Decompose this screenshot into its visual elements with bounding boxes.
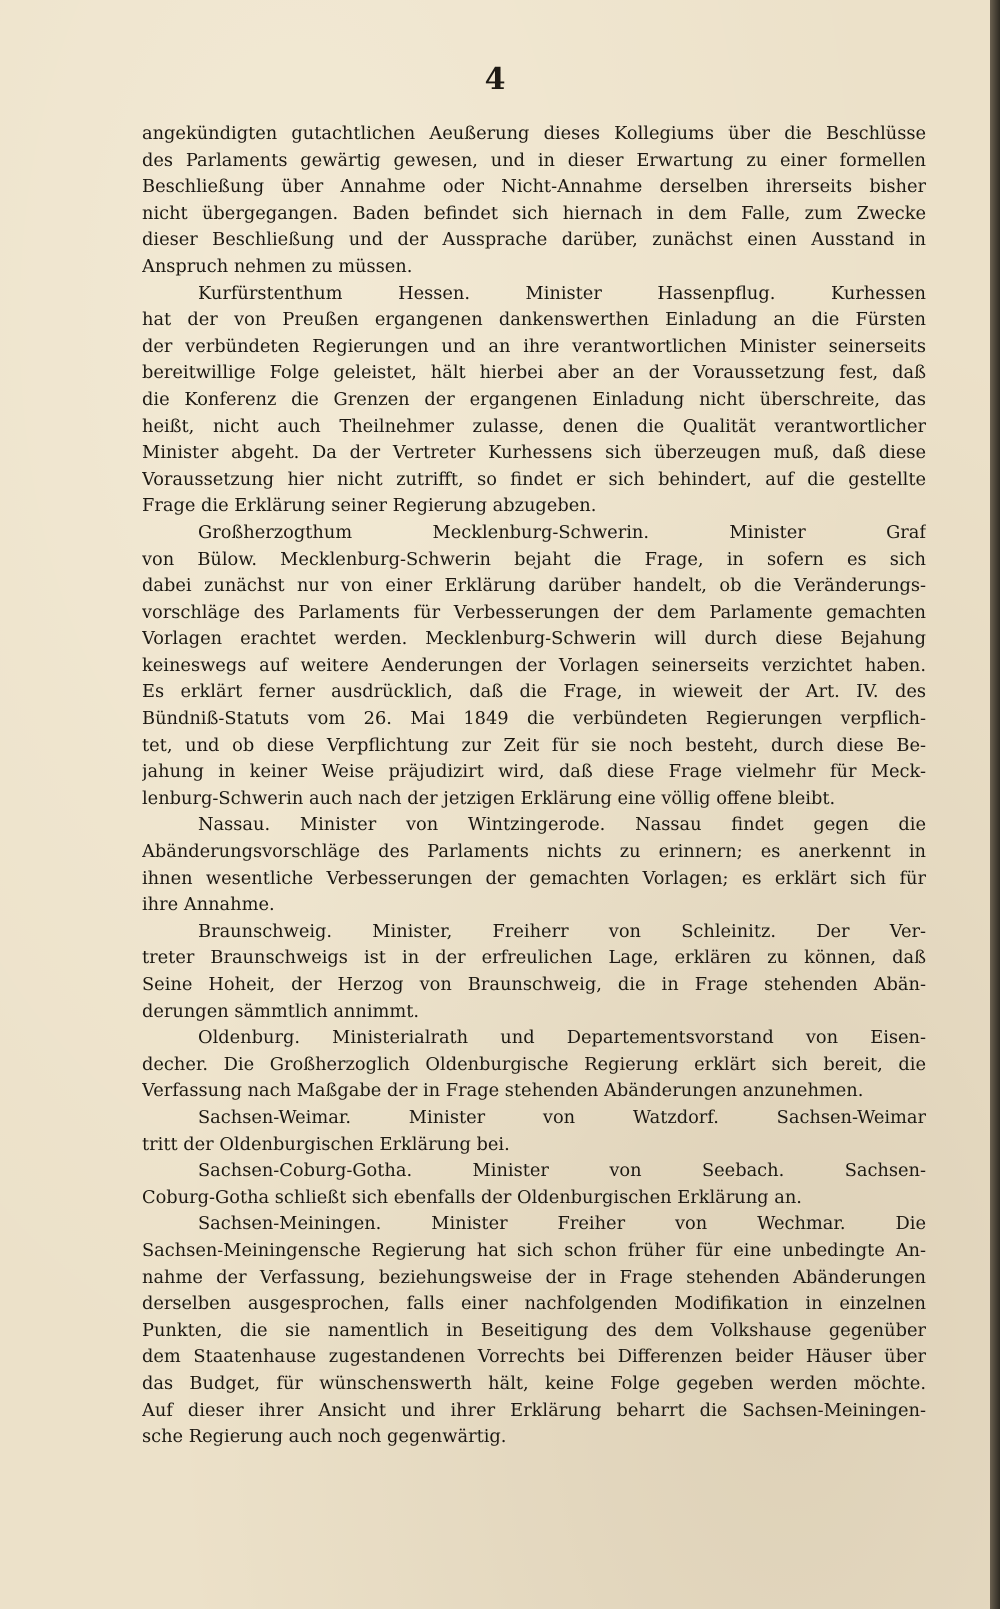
text-line: decher. Die Großherzoglich Oldenburgische Regierung erklärt sich bereit, die	[142, 1053, 926, 1075]
text-line: Kurfürstenthum Hessen. Minister Hassenpflug. Kurhessen	[198, 282, 926, 304]
paragraph-sachsen-weimar	[142, 1105, 926, 1158]
text-line: tritt der Oldenburgischen Erklärung bei.	[142, 1133, 510, 1155]
text-line: Oldenburg. Ministerialrath und Departementsvorstand von Eisen-	[198, 1027, 926, 1049]
paragraph-baden-continuation	[142, 121, 926, 281]
page-edge-shadow	[990, 0, 1000, 1609]
paragraph-braunschweig	[142, 919, 926, 1025]
paragraph-oldenburg	[142, 1025, 926, 1105]
text-line: Sachsen-Coburg-Gotha. Minister von Seebach. Sachsen-	[198, 1160, 926, 1182]
text-line: keineswegs auf weitere Aenderungen der Vorlagen seinerseits verzichtet haben.	[142, 654, 926, 676]
text-line: Voraussetzung hier nicht zutrifft, so findet er sich behindert, auf die gestellte	[142, 468, 926, 490]
text-line: vorschläge des Parlaments für Verbesserungen der dem Parlamente gemachten	[142, 601, 926, 623]
text-line: lenburg-Schwerin auch nach der jetzigen Erklärung eine völlig offene bleibt.	[142, 787, 836, 809]
text-line: Verfassung nach Maßgabe der in Frage stehenden Abänderungen anzunehmen.	[142, 1080, 864, 1102]
text-line: Bündniß-Statuts vom 26. Mai 1849 die verbündeten Regierungen verpflich-	[142, 708, 926, 730]
body-text	[142, 121, 926, 1451]
text-line: angekündigten gutachtlichen Aeußerung dieses Kollegiums über die Beschlüsse	[142, 123, 926, 144]
text-line: Es erklärt ferner ausdrücklich, daß die Frage, in wieweit der Art. IV. des	[142, 681, 926, 703]
paragraph-sachsen-meiningen	[142, 1211, 926, 1450]
text-line: Sachsen-Meiningensche Regierung hat sich schon früher für eine unbedingte An-	[142, 1239, 926, 1261]
text-line: Sachsen-Weimar. Minister von Watzdorf. Sachsen-Weimar	[198, 1106, 926, 1128]
text-line: Vorlagen erachtet werden. Mecklenburg-Schwerin will durch diese Bejahung	[142, 628, 926, 650]
paragraph-mecklenburg-schwerin	[142, 520, 926, 813]
text-line: treter Braunschweigs ist in der erfreulichen Lage, erklären zu können, daß	[142, 947, 926, 969]
text-line: nicht übergegangen. Baden befindet sich hiernach in dem Falle, zum Zwecke	[142, 202, 926, 224]
text-line: Frage die Erklärung seiner Regierung abzugeben.	[142, 495, 597, 517]
text-line: des Parlaments gewärtig gewesen, und in dieser Erwartung zu einer formellen	[142, 149, 926, 171]
text-line: dieser Beschließung und der Aussprache darüber, zunächst einen Ausstand in	[142, 229, 926, 251]
text-line: derungen sämmtlich annimmt.	[142, 1000, 420, 1022]
text-line: ihre Annahme.	[142, 894, 275, 916]
text-line: Nassau. Minister von Wintzingerode. Nassau findet gegen die	[198, 814, 926, 836]
text-line: der verbündeten Regierungen und an ihre verantwortlichen Minister seinerseits	[142, 335, 926, 357]
paragraph-kurhessen	[142, 281, 926, 520]
text-line: Abänderungsvorschläge des Parlaments nichts zu erinnern; es anerkennt in	[142, 841, 926, 863]
text-line: von Bülow. Mecklenburg-Schwerin bejaht die Frage, in sofern es sich	[142, 548, 926, 570]
text-line: jahung in keiner Weise präjudizirt wird, daß diese Frage vielmehr für Meck-	[142, 761, 926, 783]
text-line: heißt, nicht auch Theilnehmer zulasse, denen die Qualität verantwortlicher	[142, 415, 926, 437]
text-line: Sachsen-Meiningen. Minister Freiher von Wechmar. Die	[198, 1213, 926, 1235]
text-line: Braunschweig. Minister, Freiherr von Schleinitz. Der Ver-	[198, 920, 926, 942]
text-line: Auf dieser ihrer Ansicht und ihrer Erklärung beharrt die Sachsen-Meiningen-	[142, 1399, 926, 1421]
text-line: ihnen wesentliche Verbesserungen der gemachten Vorlagen; es erklärt sich für	[142, 867, 926, 889]
text-line: Anspruch nehmen zu müssen.	[142, 255, 413, 277]
text-line: Coburg-Gotha schließt sich ebenfalls der Oldenburgischen Erklärung an.	[142, 1186, 802, 1208]
text-line: das Budget, für wünschenswerth hält, keine Folge gegeben werden möchte.	[142, 1372, 926, 1394]
text-line: bereitwillige Folge geleistet, hält hierbei aber an der Voraussetzung fest, daß	[142, 362, 926, 384]
paragraph-sachsen-coburg-gotha	[142, 1158, 926, 1211]
text-line: hat der von Preußen ergangenen dankenswerthen Einladung an die Fürsten	[142, 309, 926, 331]
paragraph-nassau	[142, 812, 926, 918]
text-line: sche Regierung auch noch gegenwärtig.	[142, 1426, 507, 1448]
text-line: Seine Hoheit, der Herzog von Braunschweig, die in Frage stehenden Abän-	[142, 974, 926, 995]
text-line: derselben ausgesprochen, falls einer nachfolgenden Modifikation in einzelnen	[142, 1293, 926, 1315]
text-line: tet, und ob diese Verpflichtung zur Zeit für sie noch besteht, durch diese Be-	[142, 734, 926, 756]
text-line: nahme der Verfassung, beziehungsweise der in Frage stehenden Abänderungen	[142, 1266, 926, 1288]
text-line: dabei zunächst nur von einer Erklärung darüber handelt, ob die Veränderungs-	[142, 575, 926, 597]
text-line: die Konferenz die Grenzen der ergangenen Einladung nicht überschreite, das	[142, 388, 926, 410]
text-line: Großherzogthum Mecklenburg-Schwerin. Minister Graf	[198, 521, 926, 543]
text-line: Punkten, die sie namentlich in Beseitigung des dem Volkshause gegenüber	[142, 1319, 926, 1341]
text-line: dem Staatenhause zugestandenen Vorrechts bei Differenzen beider Häuser über	[142, 1346, 926, 1368]
text-line: Minister abgeht. Da der Vertreter Kurhessens sich überzeugen muß, daß diese	[142, 442, 926, 464]
page-number: 4	[484, 62, 506, 97]
text-line: Beschließung über Annahme oder Nicht-Annahme derselben ihrerseits bisher	[142, 176, 926, 198]
